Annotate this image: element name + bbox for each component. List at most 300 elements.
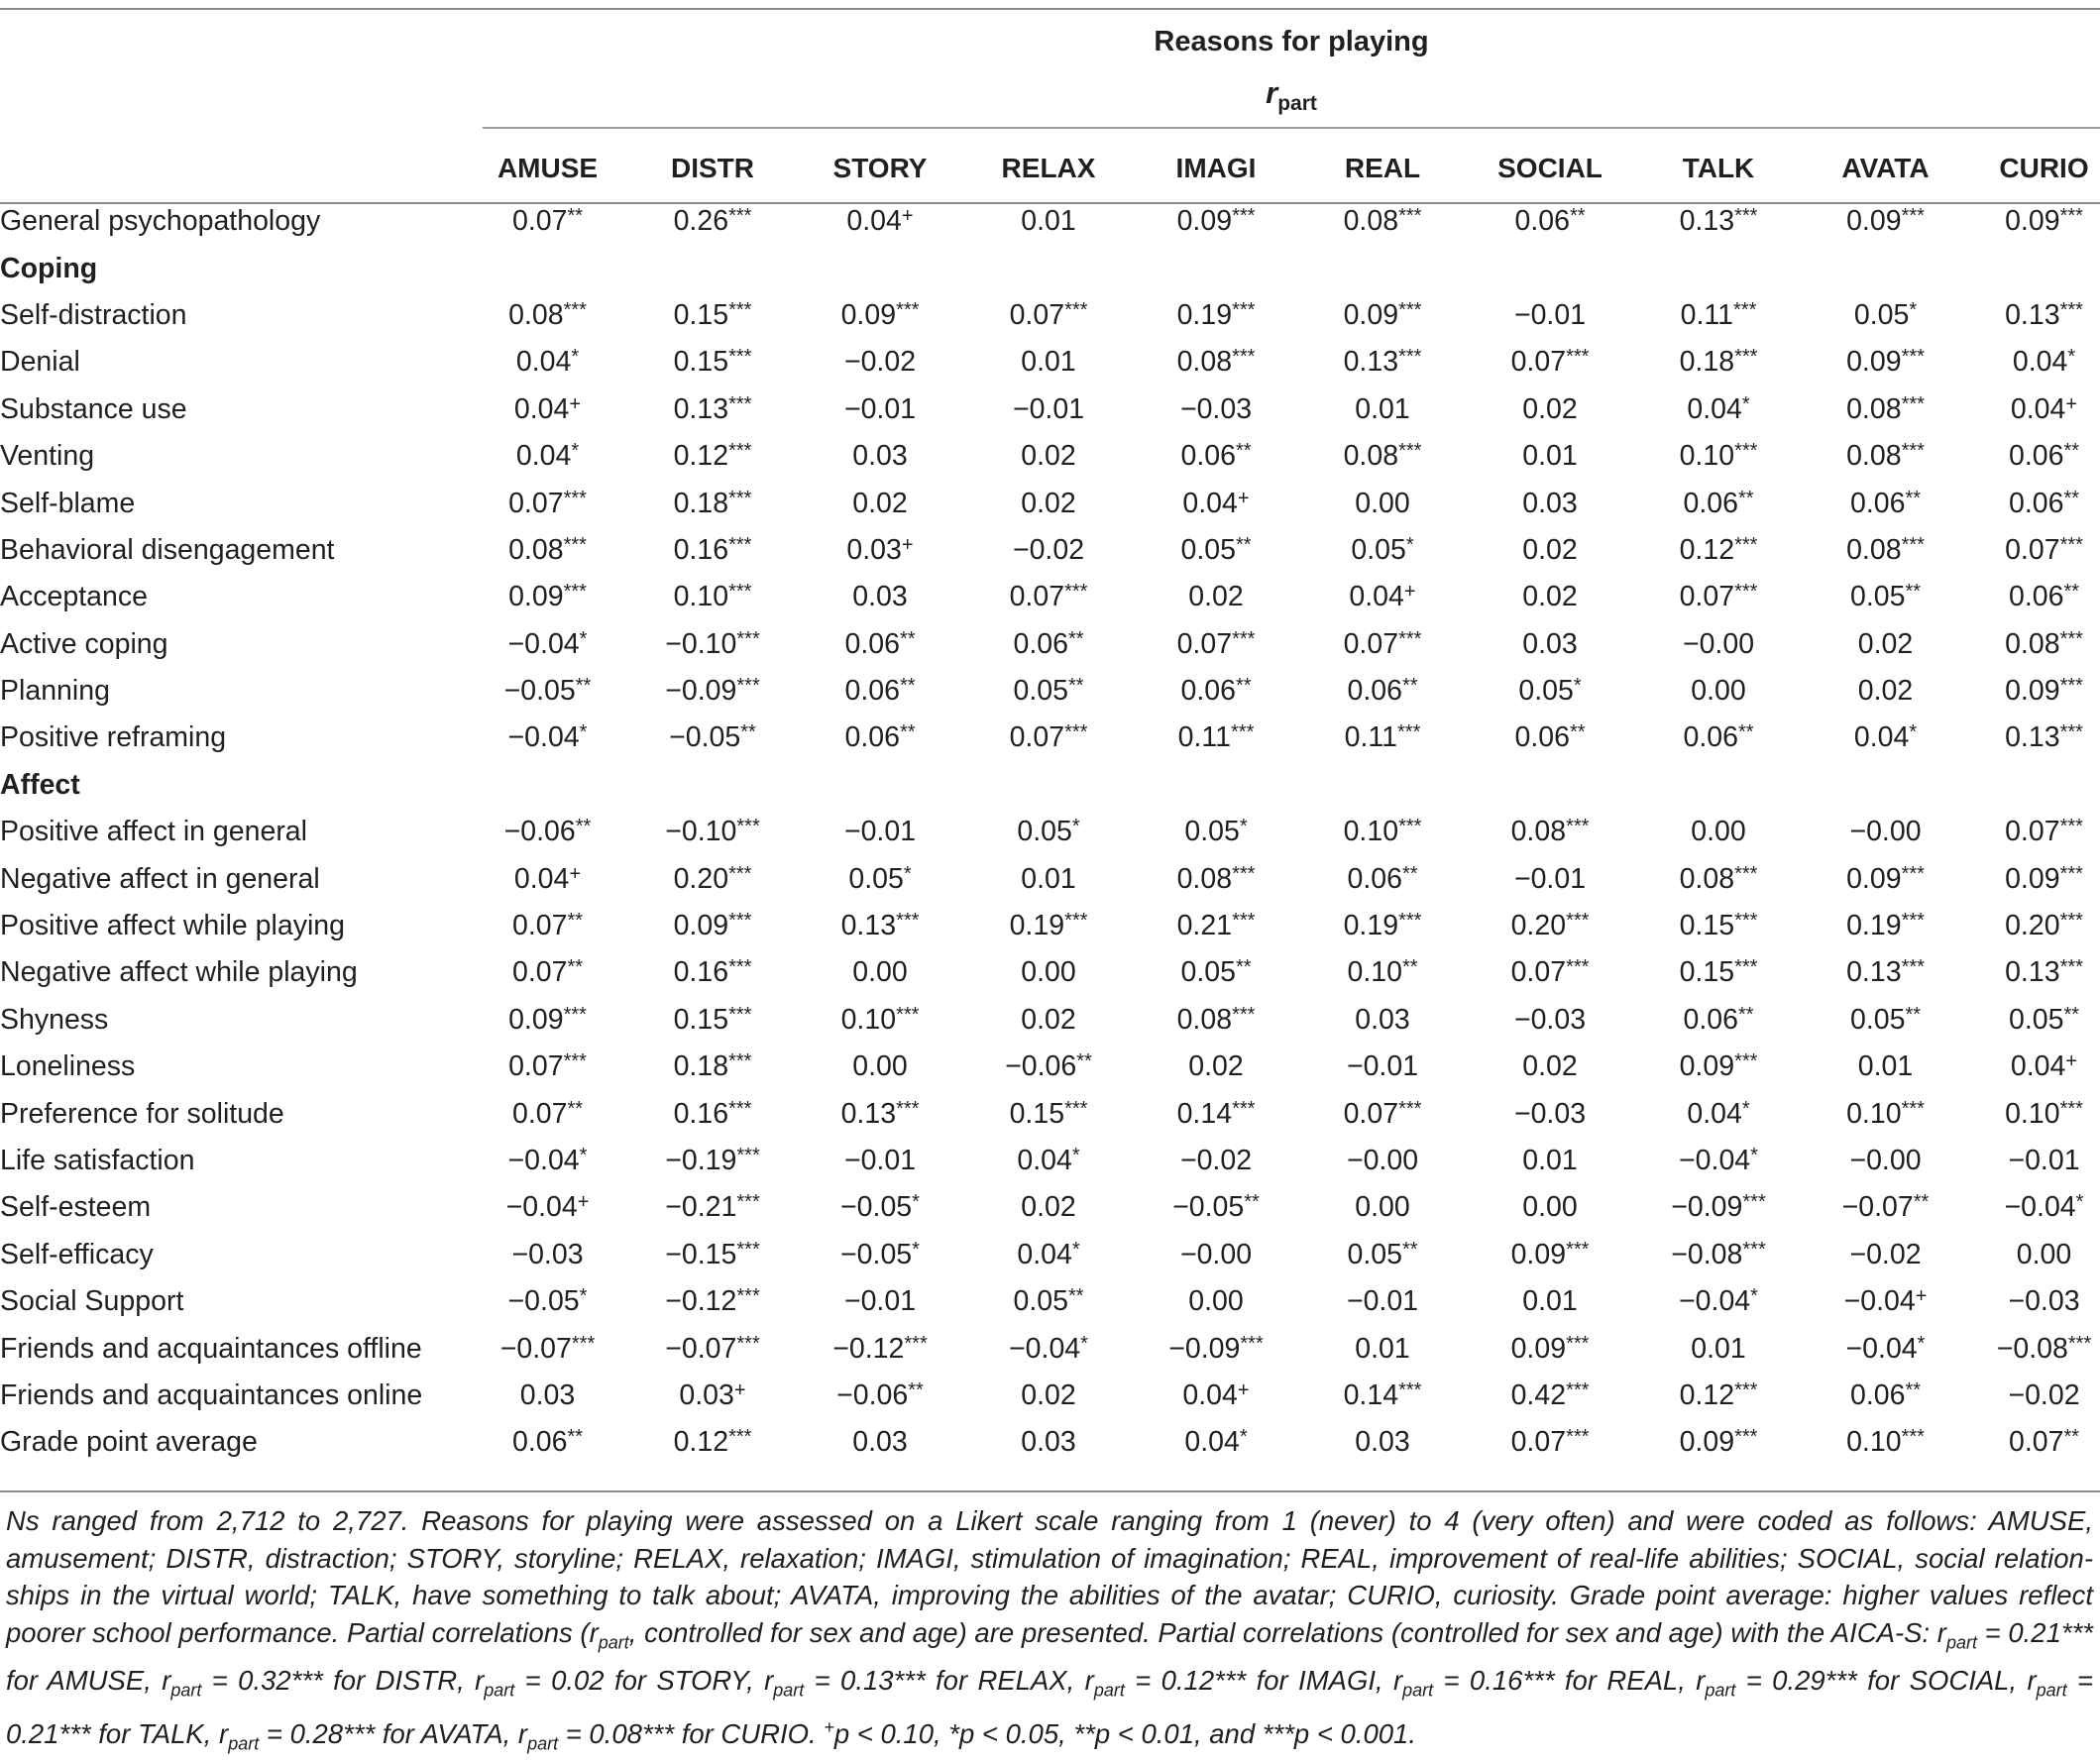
significance-marker: ***: [1398, 816, 1422, 838]
value-cell: [466, 292, 629, 339]
value-cell: [1299, 1419, 1466, 1466]
value-cell: [1968, 1373, 2100, 1419]
value-cell: [1466, 715, 1634, 761]
table-row: [0, 997, 2100, 1044]
correlation-value: 0.26: [673, 205, 729, 238]
value-cell: [1634, 1232, 1803, 1278]
row-label: Venting: [0, 440, 95, 473]
value-cell: [629, 1419, 796, 1466]
value-cell: [1466, 292, 1634, 339]
value-cell: [466, 855, 629, 902]
correlation-value: 0.10: [1679, 440, 1735, 473]
correlation-value: 0.08: [1679, 862, 1735, 895]
value-cell: [1803, 668, 1968, 715]
correlation-value: 0.05: [1849, 1003, 1906, 1036]
significance-marker: ***: [1398, 440, 1422, 463]
significance-marker: **: [1401, 675, 1418, 698]
correlation-value: −0.01: [843, 1285, 917, 1318]
significance-marker: **: [1235, 956, 1252, 979]
value-cell: [1634, 386, 1803, 433]
correlation-value: 0.00: [1522, 1191, 1578, 1224]
value-cell: [629, 480, 796, 526]
correlation-value: 0.01: [1857, 1050, 1914, 1083]
correlation-value: 0.08: [1846, 533, 1902, 566]
correlation-value: 0.01: [1021, 346, 1076, 379]
correlation-value: −0.09: [1168, 1332, 1241, 1365]
correlation-value: 0.02: [1021, 1003, 1076, 1036]
significance-marker: ***: [1566, 1238, 1590, 1261]
correlation-value: 0.07: [1510, 956, 1567, 989]
correlation-value: 0.06: [1683, 487, 1738, 519]
value-cell: [1466, 1232, 1634, 1278]
significance-marker: ***: [728, 1003, 752, 1026]
significance-marker: ***: [2059, 1097, 2083, 1120]
correlation-value: −0.05: [669, 721, 741, 754]
significance-marker: ***: [2059, 675, 2083, 698]
value-cell: [1634, 855, 1803, 902]
r-part-symbol: [2027, 1664, 2067, 1700]
value-cell: [1466, 1138, 1634, 1184]
value-cell: [1968, 433, 2100, 480]
correlation-value: 0.03: [1522, 627, 1578, 660]
significance-marker: ***: [2059, 956, 2083, 979]
r-subscript: part: [773, 1680, 805, 1700]
note-text: , controlled for sex and age) are presented. Partial correlations (controlled for sex and age) with the AICA-S:: [628, 1616, 1937, 1648]
correlation-value: −0.04: [505, 1191, 578, 1224]
value-cell: [796, 1044, 964, 1090]
significance-marker: **: [1401, 862, 1418, 885]
correlation-value: 0.01: [1021, 862, 1076, 895]
value-cell: [796, 198, 964, 245]
value-cell: [629, 339, 796, 386]
significance-marker: ***: [1734, 440, 1758, 463]
value-cell: [796, 292, 964, 339]
empty-cell: [1133, 245, 1299, 291]
value-cell: [1968, 855, 2100, 902]
value-cell: [466, 903, 629, 949]
correlation-value: 0.05: [1013, 675, 1068, 708]
correlation-value: 0.09: [2005, 675, 2060, 708]
value-cell: [1133, 339, 1299, 386]
correlation-value: 0.19: [1846, 910, 1902, 942]
value-cell: [1968, 1184, 2100, 1231]
correlation-value: −0.00: [1179, 1238, 1253, 1270]
column-header-story: STORY: [832, 153, 928, 183]
significance-marker: ***: [1734, 1050, 1758, 1073]
value-cell: [466, 527, 629, 574]
significance-marker: ***: [1742, 1238, 1766, 1261]
correlation-value: −0.10: [665, 627, 737, 660]
correlation-value: 0.07: [1679, 581, 1735, 613]
aica-value: = 0.29***: [1735, 1664, 1868, 1696]
correlation-value: 0.01: [1522, 1285, 1578, 1318]
significance-marker: *: [2067, 346, 2076, 369]
correlation-value: 0.06: [1849, 1378, 1906, 1411]
correlation-value: 0.18: [673, 1050, 729, 1083]
empty-cell: [1968, 762, 2100, 809]
correlation-value: 0.07: [1176, 627, 1233, 660]
header-bottom-rule: [0, 202, 2100, 204]
correlation-value: 0.06: [1013, 627, 1068, 660]
correlation-value: 0.08: [1510, 816, 1567, 848]
correlation-value: 0.04: [1017, 1145, 1072, 1176]
significance-marker: ***: [728, 910, 752, 933]
r-part-symbol: [475, 1664, 515, 1700]
value-cell: [466, 1278, 629, 1325]
r-part-symbol: [1084, 1664, 1125, 1700]
aica-target: for SOCIAL,: [1867, 1664, 2028, 1696]
significance-marker: ***: [736, 1332, 760, 1355]
significance-marker: ***: [563, 533, 587, 556]
correlation-value: 0.16: [673, 1097, 729, 1130]
value-cell: [1466, 1419, 1634, 1466]
significance-marker: +: [2065, 392, 2078, 415]
row-label: Self-blame: [0, 487, 136, 519]
significance-marker: *: [1741, 392, 1750, 415]
empty-cell: [1466, 245, 1634, 291]
value-cell: [964, 1419, 1133, 1466]
row-label: Negative affect while playing: [0, 956, 358, 989]
significance-marker: *: [579, 627, 588, 650]
correlation-value: 0.06: [1347, 862, 1402, 895]
row-label: Active coping: [0, 627, 168, 660]
significance-marker: ***: [1566, 1378, 1590, 1401]
correlation-value: 0.07: [508, 487, 564, 519]
value-cell: [964, 198, 1133, 245]
significance-marker: ***: [736, 675, 760, 698]
significance-marker: ***: [1901, 205, 1925, 228]
value-cell: [1803, 1419, 1968, 1466]
correlation-value: −0.06: [836, 1378, 909, 1411]
value-cell: [964, 1090, 1133, 1137]
significance-marker: ***: [2067, 1332, 2092, 1355]
significance-marker: **: [1067, 675, 1084, 698]
significance-marker: ***: [1398, 1378, 1422, 1401]
group-title: Reasons for playing: [1154, 26, 1429, 57]
correlation-value: 0.00: [1188, 1285, 1244, 1318]
correlation-value: 0.02: [1857, 627, 1914, 660]
significance-marker: *: [912, 1238, 920, 1261]
significance-marker: *: [1750, 1145, 1758, 1166]
value-cell: [1466, 1373, 1634, 1419]
correlation-value: −0.01: [1346, 1285, 1419, 1318]
significance-marker: **: [1569, 721, 1586, 744]
value-cell: [1634, 1419, 1803, 1466]
significance-marker: +: [901, 205, 914, 228]
value-cell: [964, 1325, 1133, 1372]
significance-marker: ***: [1064, 1097, 1088, 1120]
value-cell: [1466, 809, 1634, 855]
significance-marker: **: [567, 910, 584, 933]
value-cell: [1968, 386, 2100, 433]
r-symbol: r: [219, 1717, 229, 1749]
r-subscript: part: [2036, 1680, 2067, 1700]
correlation-value: 0.01: [1522, 440, 1578, 473]
significance-marker: ***: [2059, 298, 2083, 321]
correlation-value: 0.01: [1021, 205, 1076, 238]
correlation-value: 0.07: [508, 1050, 564, 1083]
correlation-value: 0.03: [852, 440, 908, 473]
correlation-value: −0.01: [1346, 1050, 1419, 1083]
value-cell: [1133, 1419, 1299, 1466]
correlation-value: 0.02: [1522, 581, 1578, 613]
correlation-value: −0.21: [665, 1191, 737, 1224]
table-row: [0, 809, 2100, 855]
correlation-value: 0.08: [2005, 627, 2060, 660]
column-header-talk: TALK: [1682, 153, 1755, 183]
table-row: [0, 1184, 2100, 1231]
correlation-value: 0.10: [1846, 1426, 1902, 1459]
value-cell: [1968, 198, 2100, 245]
correlation-table: [0, 139, 2100, 1467]
table-row: [0, 1138, 2100, 1184]
correlation-value: 0.09: [1679, 1426, 1735, 1459]
significance-marker: *: [1071, 1238, 1080, 1261]
value-cell: [796, 1373, 964, 1419]
r-symbol: r: [1084, 1664, 1094, 1696]
empty-cell: [964, 762, 1133, 809]
row-label: Behavioral disengagement: [0, 533, 335, 566]
value-cell: [796, 574, 964, 620]
value-cell: [964, 1138, 1133, 1184]
significance-marker: ***: [1566, 816, 1590, 838]
correlation-value: 0.11: [1344, 721, 1397, 754]
value-cell: [796, 1090, 964, 1137]
section-row: [0, 762, 2100, 809]
correlation-value: 0.03: [846, 533, 902, 566]
correlation-value: 0.05: [1180, 533, 1236, 566]
correlation-value: 0.05: [1347, 1238, 1402, 1270]
value-cell: [796, 386, 964, 433]
correlation-value: 0.09: [673, 910, 729, 942]
value-cell: [466, 1044, 629, 1090]
value-cell: [1803, 433, 1968, 480]
correlation-value: 0.14: [1343, 1378, 1399, 1411]
value-cell: [796, 1278, 964, 1325]
value-cell: [1299, 1325, 1466, 1372]
value-cell: [964, 997, 1133, 1044]
significance-marker: **: [1244, 1191, 1260, 1214]
value-cell: [1133, 1184, 1299, 1231]
significance-marker: ***: [563, 1003, 587, 1026]
correlation-value: 0.04: [515, 440, 572, 473]
significance-marker: *: [912, 1191, 920, 1214]
value-cell: [466, 1232, 629, 1278]
significance-marker: ***: [1901, 440, 1925, 463]
correlation-value: 0.13: [2005, 721, 2060, 754]
r-subscript: part: [170, 1680, 202, 1700]
significance-marker: ***: [1733, 298, 1757, 321]
value-cell: [1466, 386, 1634, 433]
correlation-value: −0.04: [507, 627, 580, 660]
significance-marker: **: [1076, 1050, 1092, 1073]
value-cell: [629, 386, 796, 433]
value-cell: [629, 997, 796, 1044]
correlation-value: 0.00: [1021, 956, 1076, 989]
value-cell: [1299, 997, 1466, 1044]
value-cell: [1466, 339, 1634, 386]
correlation-value: 0.06: [844, 675, 900, 708]
value-cell: [1299, 1044, 1466, 1090]
value-cell: [1634, 574, 1803, 620]
correlation-value: 0.03: [1355, 1426, 1410, 1459]
significance-marker: +: [1915, 1285, 1928, 1308]
correlation-value: −0.02: [843, 346, 917, 379]
significance-marker: ***: [728, 1097, 752, 1120]
value-cell: [466, 574, 629, 620]
value-cell: [1299, 1090, 1466, 1137]
value-cell: [629, 1090, 796, 1137]
value-cell: [629, 949, 796, 996]
correlation-value: 0.02: [1021, 440, 1076, 473]
significance-marker: ***: [1734, 1378, 1758, 1401]
correlation-value: 0.07: [511, 956, 568, 989]
value-cell: [1299, 386, 1466, 433]
significance-marker: ***: [1566, 910, 1590, 933]
row-label: Life satisfaction: [0, 1145, 195, 1176]
correlation-value: 0.10: [1347, 956, 1402, 989]
correlation-value: 0.15: [673, 298, 729, 331]
significance-marker: +: [1237, 1378, 1250, 1401]
value-cell: [964, 1278, 1133, 1325]
correlation-value: 0.09: [1846, 205, 1902, 238]
correlation-value: −0.01: [843, 816, 917, 848]
correlation-value: 0.08: [1343, 440, 1399, 473]
value-cell: [1634, 668, 1803, 715]
row-label-header: [0, 139, 466, 198]
empty-cell: [629, 762, 796, 809]
correlation-value: 0.09: [1176, 205, 1233, 238]
value-cell: [1968, 668, 2100, 715]
correlation-value: 0.02: [1522, 533, 1578, 566]
significance-marker: ***: [1734, 533, 1758, 556]
correlation-value: 0.06: [1514, 205, 1570, 238]
correlation-value: 0.07: [511, 205, 568, 238]
value-cell: [1133, 1325, 1299, 1372]
value-cell: [1803, 386, 1968, 433]
significance-marker: **: [1401, 956, 1418, 979]
value-cell: [964, 949, 1133, 996]
table-row: [0, 1044, 2100, 1090]
value-cell: [1299, 1138, 1466, 1184]
value-cell: [1466, 949, 1634, 996]
significance-marker: ***: [1232, 298, 1256, 321]
correlation-value: −0.12: [665, 1285, 737, 1318]
value-cell: [1634, 1044, 1803, 1090]
significance-marker: ***: [728, 346, 752, 369]
value-cell: [1299, 527, 1466, 574]
correlation-value: −0.12: [832, 1332, 905, 1365]
significance-marker: ***: [1240, 1332, 1264, 1355]
significance-marker: *: [1071, 816, 1080, 838]
significance-marker: **: [1905, 1003, 1922, 1026]
value-cell: [1133, 855, 1299, 902]
correlation-value: 0.08: [1176, 346, 1233, 379]
significance-marker: ***: [1398, 1097, 1422, 1120]
value-cell: [629, 1325, 796, 1372]
significance-marker: ***: [2059, 721, 2083, 744]
empty-cell: [1803, 245, 1968, 291]
correlation-value: −0.05: [1172, 1191, 1245, 1224]
value-cell: [466, 715, 629, 761]
significance-marker: *: [2075, 1191, 2084, 1214]
significance-marker: **: [2063, 440, 2080, 463]
significance-marker: ***: [896, 298, 920, 321]
correlation-value: −0.07: [1841, 1191, 1914, 1224]
correlation-value: 0.19: [1343, 910, 1399, 942]
correlation-value: 0.02: [1021, 1191, 1076, 1224]
r-subscript: part: [598, 1632, 629, 1652]
value-cell: [1634, 1278, 1803, 1325]
significance-legend: p < 0.10, *p < 0.05, **p < 0.01, and ***p < 0.001.: [833, 1717, 1416, 1749]
value-cell: [1968, 574, 2100, 620]
correlation-value: 0.15: [673, 1003, 729, 1036]
empty-cell: [1133, 762, 1299, 809]
value-cell: [1968, 1090, 2100, 1137]
value-cell: [964, 292, 1133, 339]
correlation-value: 0.10: [2005, 1097, 2060, 1130]
r-subscript: part: [1945, 1632, 1977, 1652]
table-bottom-rule: [0, 1490, 2100, 1492]
value-cell: [629, 1138, 796, 1184]
value-cell: [629, 1278, 796, 1325]
table-footnote: [6, 1502, 2093, 1763]
significance-marker: ***: [563, 581, 587, 604]
empty-cell: [1634, 762, 1803, 809]
aica-value: = 0.13***: [804, 1664, 937, 1696]
significance-marker: ***: [896, 1097, 920, 1120]
correlation-value: 0.05: [1849, 581, 1906, 613]
correlation-value: −0.06: [1005, 1050, 1077, 1083]
correlation-value: −0.19: [665, 1145, 737, 1176]
value-cell: [796, 480, 964, 526]
significance-marker: ***: [728, 487, 752, 509]
significance-marker: ***: [1398, 298, 1422, 321]
value-cell: [1133, 292, 1299, 339]
value-cell: [796, 527, 964, 574]
correlation-value: 0.07: [1009, 721, 1065, 754]
correlation-value: 0.02: [1522, 1050, 1578, 1083]
correlation-value: 0.09: [2005, 862, 2060, 895]
value-cell: [1133, 1044, 1299, 1090]
significance-marker: ***: [1734, 862, 1758, 885]
correlation-value: 0.09: [508, 581, 564, 613]
table-row: [0, 903, 2100, 949]
correlation-value: 0.13: [2005, 956, 2060, 989]
significance-marker: ***: [1742, 1191, 1766, 1214]
value-cell: [1299, 1278, 1466, 1325]
correlation-value: −0.01: [1513, 298, 1587, 331]
significance-marker: **: [1569, 205, 1586, 228]
correlation-value: 0.01: [1522, 1145, 1578, 1176]
significance-marker: ***: [1901, 533, 1925, 556]
correlation-value: 0.09: [840, 298, 897, 331]
value-cell: [466, 1373, 629, 1419]
aica-target: for STORY,: [613, 1664, 765, 1696]
r-symbol: r: [475, 1664, 485, 1696]
column-header-row: [0, 139, 2100, 198]
value-cell: [466, 339, 629, 386]
significance-marker: ***: [1566, 1426, 1590, 1449]
significance-marker: **: [567, 956, 584, 979]
note-text: Ns ranged from 2,712 to 2,727. Reasons for playing were assessed on a Likert scale ranging from 1 (never) to 4 (very often) and were coded as follows: AMUSE, amusement; DISTR, distraction; STORY, storyline; RELAX, relaxation; IMAGI, stimulation of imagination; REAL, improvement of real-life abilities; SOCIAL, social relation-ships in the virtual world; TALK, have something to talk about; AVATA, improving the abilities of the avatar; CURIO, curiosity. Grade point average: higher values reflect poorer school performance. Partial correlations (: [6, 1505, 2093, 1648]
correlation-value: 0.03: [852, 581, 908, 613]
table-row: [0, 433, 2100, 480]
table-row: [0, 1232, 2100, 1278]
value-cell: [1634, 433, 1803, 480]
column-header-imagi: IMAGI: [1175, 153, 1257, 183]
correlation-value: 0.16: [673, 533, 729, 566]
